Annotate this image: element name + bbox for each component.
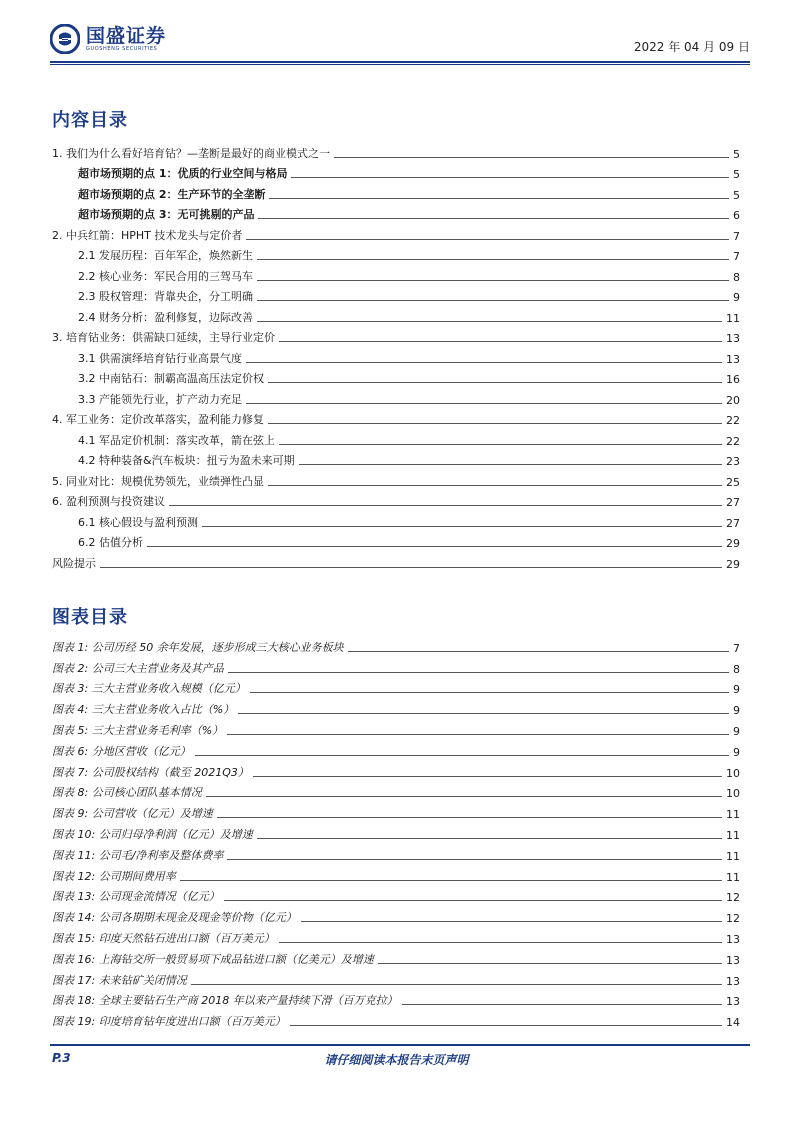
entry-page-number: 11 [722,312,740,325]
entry-page-number: 20 [722,394,740,407]
entry-label: 图表 18: 全球主要钻石生产商 2018 年以来产量持续下滑（百万克拉） [52,994,398,1008]
entry-label: 2. 中兵红箭：HPHT 技术龙头与定价者 [52,227,246,243]
toc-entry[interactable] [52,448,740,469]
entry-label: 1. 我们为什么看好培育钻？—垄断是最好的商业模式之一 [52,145,334,161]
entry-page-number: 12 [726,891,740,905]
leader-line [250,692,729,693]
entry-page-number: 14 [726,1016,740,1030]
entry-page-number: 9 [733,683,740,697]
entry-page-number: 27 [722,496,740,509]
toc-entry[interactable] [52,468,740,489]
figure-entry[interactable] [52,676,740,697]
leader-line [269,198,729,199]
leader-line [147,546,722,547]
figure-entry[interactable] [52,717,740,738]
leader-line [228,672,729,673]
figure-entry[interactable] [52,821,740,842]
leader-line [257,280,729,281]
leader-line [217,817,722,818]
entry-page-number: 11 [726,870,740,884]
entry-label: 6.2 估值分析 [78,534,147,550]
toc-title: 内容目录 [52,110,128,131]
figure-entry[interactable] [52,863,740,884]
entry-label: 2.3 股权管理：背靠央企，分工明确 [78,288,257,304]
figure-entry[interactable] [52,634,740,655]
entry-label: 图表 2: 公司三大主营业务及其产品 [52,661,224,675]
entry-page-number: 13 [722,353,740,366]
leader-line [169,505,722,506]
entry-label: 图表 12: 公司期间费用率 [52,869,176,883]
leader-line [299,464,722,465]
leader-line [195,755,729,756]
leader-line [100,567,722,568]
leader-line [268,382,722,383]
figure-entry[interactable] [52,800,740,821]
entry-page-number: 25 [722,476,740,489]
entry-label: 图表 5: 三大主营业务毛利率（%） [52,723,224,737]
entry-label: 3.1 供需演绎培育钻行业高景气度 [78,350,246,366]
leader-line [334,157,729,158]
leader-line [257,259,729,260]
header-rule-thin [50,64,750,65]
entry-label: 图表 17: 未来钻矿关闭情况 [52,973,187,987]
entry-page-number: 9 [733,745,740,759]
page-number: P.3 [52,1051,71,1065]
entry-label: 图表 9: 公司营收（亿元）及增速 [52,807,213,821]
brand-logo [50,24,166,54]
entry-label: 5. 同业对比：规模优势领先，业绩弹性凸显 [52,473,268,489]
entry-page-number: 13 [722,332,740,345]
entry-label: 图表 15: 印度天然钻石进出口额（百万美元） [52,931,275,945]
leader-line [268,423,722,424]
toc-entry[interactable] [52,407,740,428]
toc-entry[interactable] [52,366,740,387]
footer-disclaimer: 请仔细阅读本报告末页声明 [324,1053,469,1067]
entry-page-number: 29 [722,558,740,571]
entry-page-number: 10 [726,787,740,801]
toc-entry[interactable] [52,427,740,448]
entry-label: 图表 6: 分地区营收（亿元） [52,744,191,758]
entry-page-number: 13 [726,932,740,946]
leader-line [206,796,722,797]
entry-label: 超市场预期的点 3：无可挑剔的产品 [78,206,258,222]
toc-entry[interactable] [52,509,740,530]
leader-line [378,963,722,964]
toc-entry[interactable] [52,161,740,182]
leader-line [279,444,722,445]
figures-title: 图表目录 [52,607,128,628]
entry-page-number: 27 [722,517,740,530]
entry-page-number: 7 [733,641,740,655]
toc-entry[interactable] [52,530,740,551]
figure-entry[interactable] [52,904,740,925]
entry-label: 4.2 特种装备&汽车板块：扭亏为盈未来可期 [78,452,299,468]
figure-entry[interactable] [52,842,740,863]
entry-page-number: 13 [726,974,740,988]
leader-line [257,321,722,322]
guosheng-logo-icon [50,24,80,54]
leader-line [402,1004,722,1005]
entry-page-number: 9 [729,291,740,304]
header-rule [50,61,750,63]
entry-page-number: 9 [733,724,740,738]
entry-label: 图表 14: 公司各期期末现金及现金等价物（亿元） [52,911,297,925]
figure-entry[interactable] [52,738,740,759]
leader-line [246,403,722,404]
leader-line [257,838,722,839]
entry-label: 图表 7: 公司股权结构（截至 2021Q3） [52,765,249,779]
entry-label: 图表 19: 印度培育钻年度进出口额（百万美元） [52,1015,286,1029]
leader-line [279,942,722,943]
entry-page-number: 16 [722,373,740,386]
figure-entry[interactable] [52,946,740,967]
figure-entry[interactable] [52,925,740,946]
entry-label: 4. 军工业务：定价改革落实，盈利能力修复 [52,411,268,427]
entry-page-number: 29 [722,537,740,550]
leader-line [290,1025,722,1026]
leader-line [258,218,729,219]
entry-label: 图表 11: 公司毛/净利率及整体费率 [52,848,224,862]
entry-label: 3.3 产能领先行业，扩产动力充足 [78,391,246,407]
entry-page-number: 9 [733,704,740,718]
entry-label: 超市场预期的点 1：优质的行业空间与格局 [78,165,291,181]
entry-page-number: 11 [726,828,740,842]
entry-page-number: 8 [733,662,740,676]
entry-page-number: 22 [722,435,740,448]
figure-entry[interactable] [52,759,740,780]
entry-label: 图表 3: 三大主营业务收入规模（亿元） [52,682,246,696]
figure-entry[interactable] [52,967,740,988]
toc-entry[interactable] [52,222,740,243]
leader-line [348,651,729,652]
leader-line [268,485,722,486]
toc-entry[interactable] [52,304,740,325]
leader-line [224,900,722,901]
brand-name-en: GUOSHENG SECURITIES [86,45,158,52]
entry-page-number: 13 [726,995,740,1009]
entry-label: 图表 8: 公司核心团队基本情况 [52,786,202,800]
toc-list [52,140,740,571]
toc-entry[interactable] [52,550,740,571]
leader-line [180,880,722,881]
entry-page-number: 12 [726,912,740,926]
entry-page-number: 11 [726,849,740,863]
figure-entry[interactable] [52,780,740,801]
toc-entry[interactable] [52,325,740,346]
leader-line [301,921,722,922]
entry-page-number: 8 [729,271,740,284]
entry-page-number: 5 [729,148,740,161]
toc-entry[interactable] [52,181,740,202]
entry-page-number: 5 [729,189,740,202]
entry-label: 6. 盈利预测与投资建议 [52,493,169,509]
brand-name-cn: 国盛证券 [86,24,167,47]
entry-label: 3. 培育钻业务：供需缺口延续，主导行业定价 [52,329,279,345]
report-date: 2022 年 04 月 09 日 [633,40,750,54]
page-header [50,24,750,60]
figure-entry[interactable] [52,884,740,905]
leader-line [246,362,722,363]
toc-entry[interactable] [52,284,740,305]
entry-label: 4.1 军品定价机制：落实改革，箭在弦上 [78,432,279,448]
entry-label: 风险提示 [52,555,100,571]
entry-label: 图表 10: 公司归母净利润（亿元）及增速 [52,827,253,841]
entry-label: 图表 4: 三大主营业务收入占比（%） [52,703,235,717]
leader-line [291,177,729,178]
toc-entry[interactable] [52,140,740,161]
leader-line [253,776,722,777]
toc-entry[interactable] [52,263,740,284]
entry-page-number: 23 [722,455,740,468]
leader-line [191,984,722,985]
entry-label: 2.1 发展历程：百年军企，焕然新生 [78,247,257,263]
entry-page-number: 7 [729,230,740,243]
entry-label: 图表 16: 上海钻交所一般贸易项下成品钻进口额（亿美元）及增速 [52,952,374,966]
entry-page-number: 7 [729,250,740,263]
entry-page-number: 6 [729,209,740,222]
entry-label: 超市场预期的点 2：生产环节的全垄断 [78,186,269,202]
figure-entry[interactable] [52,655,740,676]
entry-page-number: 11 [726,808,740,822]
leader-line [238,713,729,714]
entry-page-number: 13 [726,953,740,967]
leader-line [227,734,729,735]
figure-entry[interactable] [52,988,740,1009]
figures-list [52,634,740,1029]
figure-entry[interactable] [52,696,740,717]
toc-entry[interactable] [52,243,740,264]
leader-line [202,526,722,527]
leader-line [279,341,722,342]
entry-label: 6.1 核心假设与盈利预测 [78,514,202,530]
toc-entry[interactable] [52,386,740,407]
toc-entry[interactable] [52,345,740,366]
entry-label: 2.4 财务分析：盈利修复，边际改善 [78,309,257,325]
entry-label: 图表 1: 公司历经 50 余年发展，逐步形成三大核心业务板块 [52,640,344,654]
entry-page-number: 5 [729,168,740,181]
entry-label: 2.2 核心业务：军民合用的三驾马车 [78,268,257,284]
toc-entry[interactable] [52,489,740,510]
leader-line [257,300,729,301]
leader-line [227,859,722,860]
entry-label: 图表 13: 公司现金流情况（亿元） [52,890,220,904]
leader-line [246,239,729,240]
figure-entry[interactable] [52,1008,740,1029]
footer-rule [50,1044,750,1046]
entry-label: 3.2 中南钻石：制霸高温高压法定价权 [78,370,268,386]
toc-entry[interactable] [52,202,740,223]
entry-page-number: 10 [726,766,740,780]
entry-page-number: 22 [722,414,740,427]
